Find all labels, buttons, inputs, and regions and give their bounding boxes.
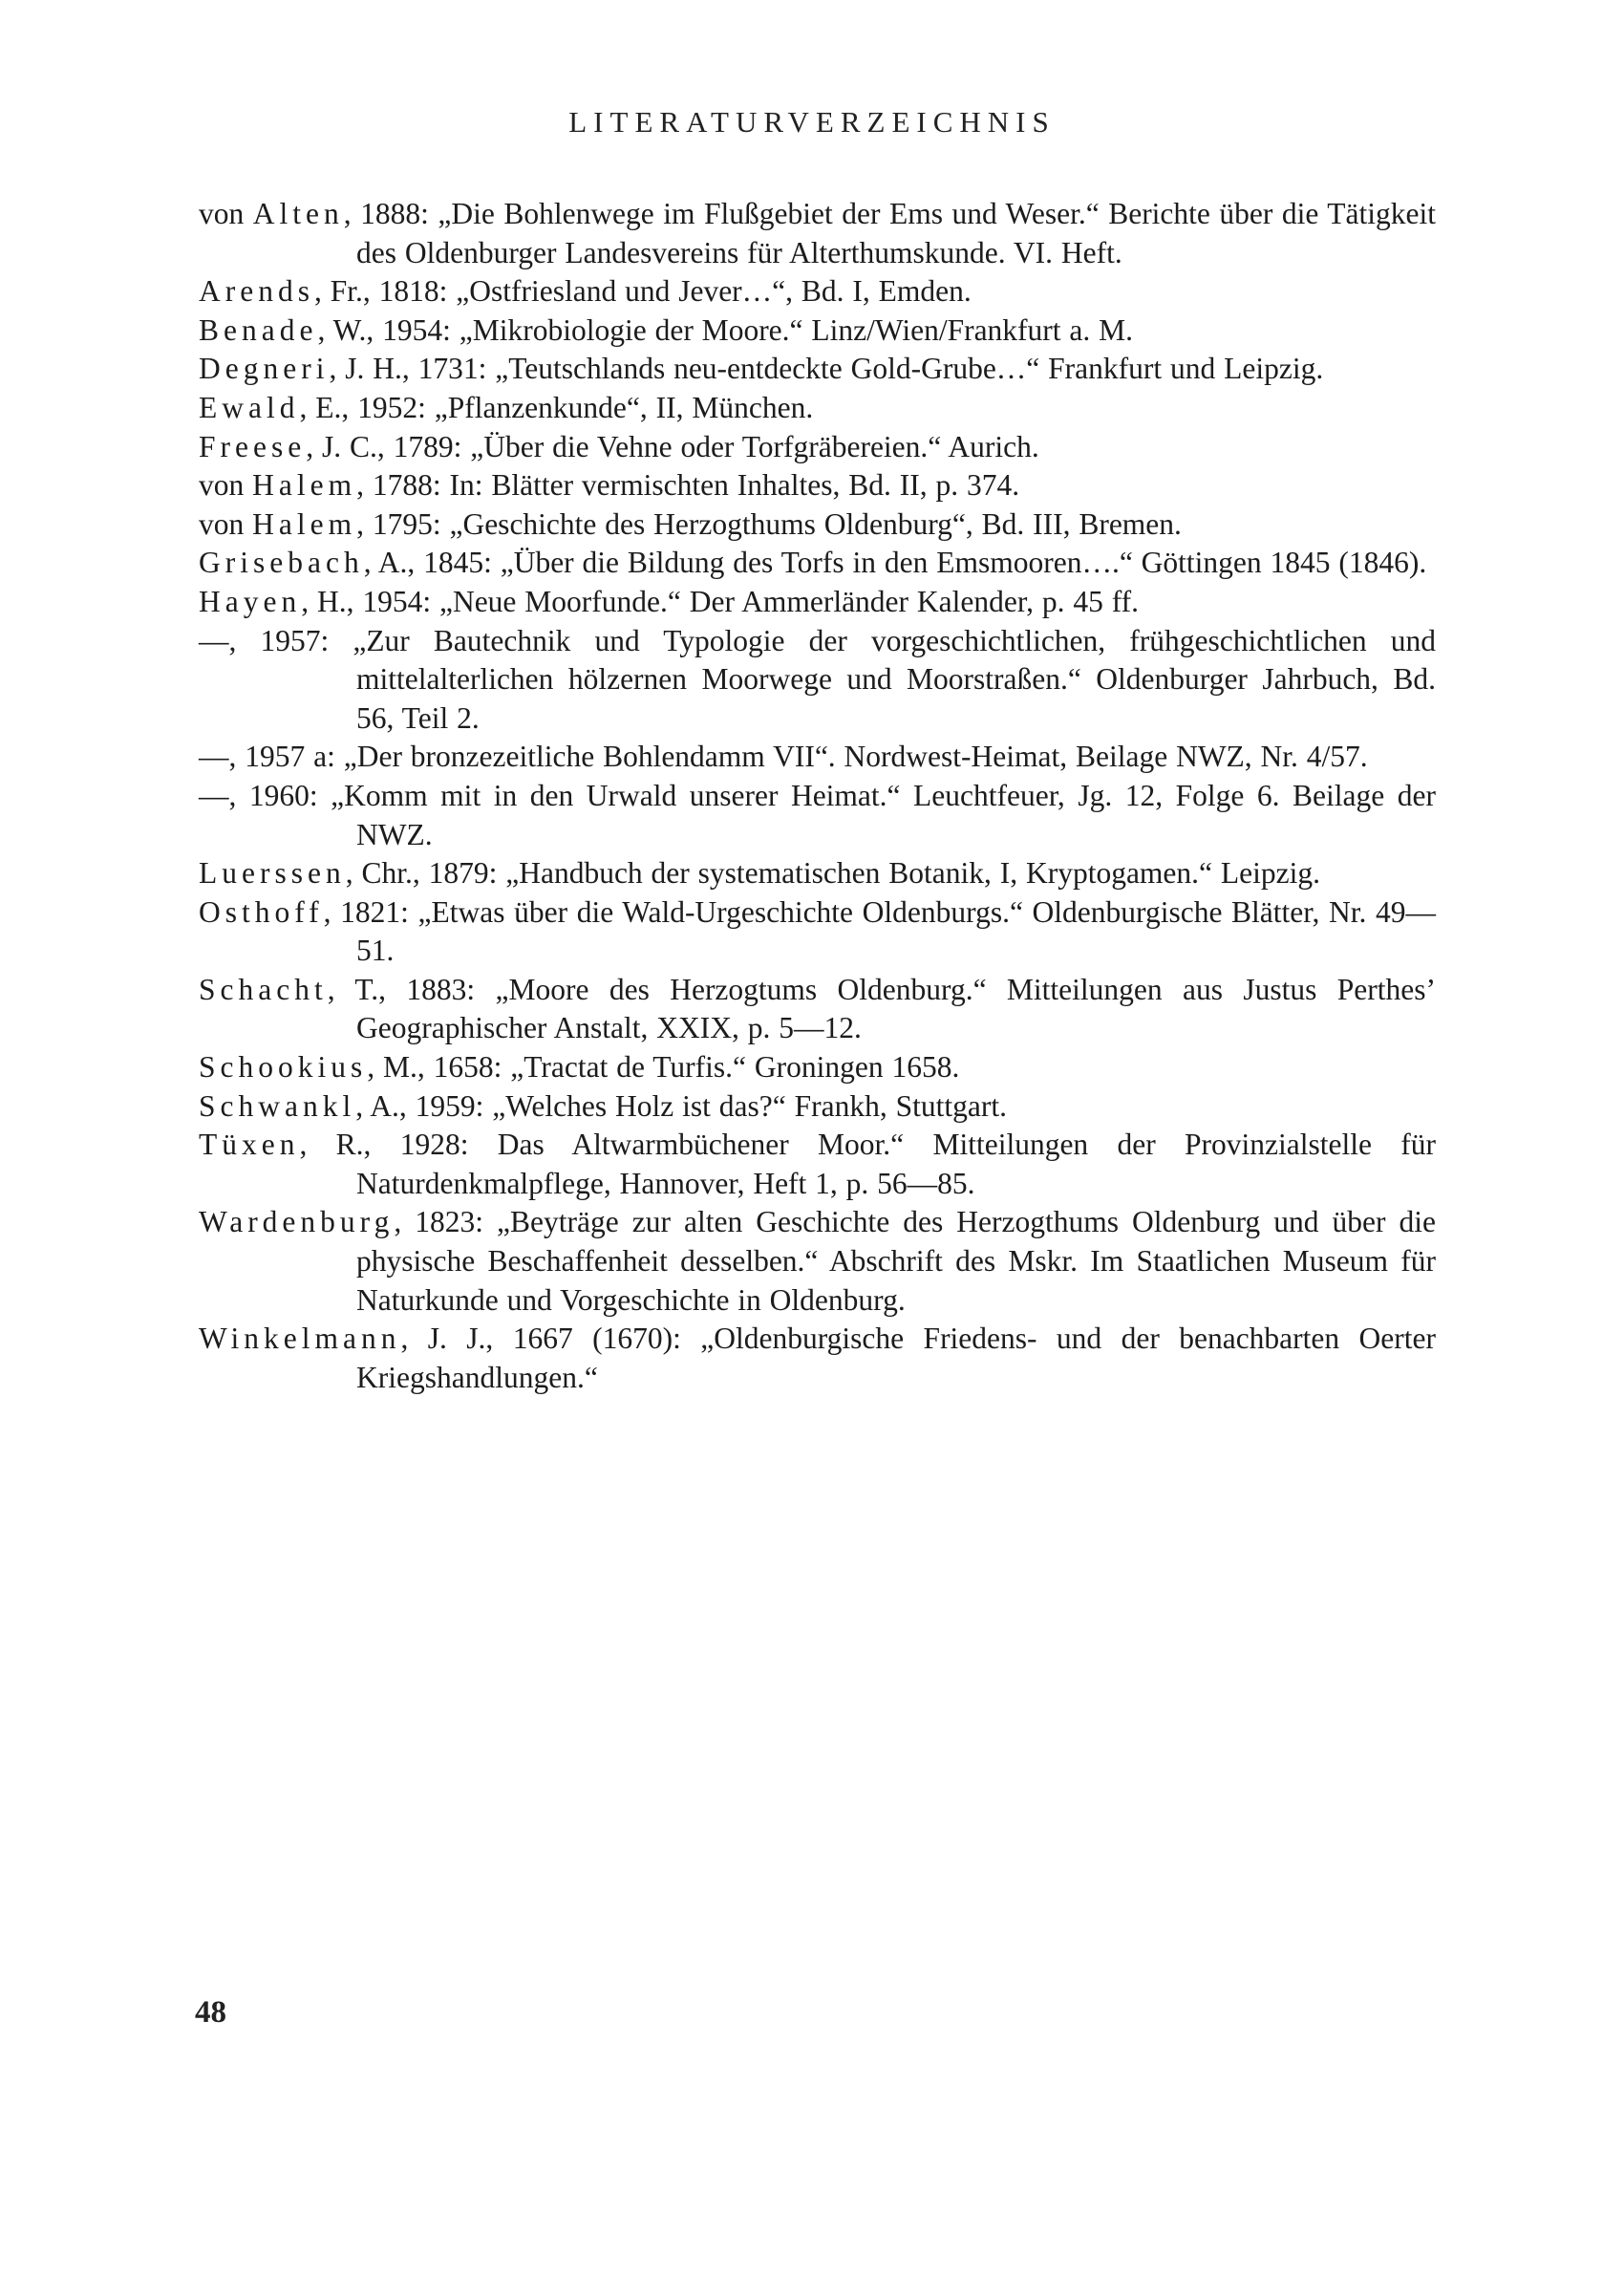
bibliography-entry [199, 350, 1436, 389]
bibliography-entry [199, 854, 1436, 893]
entry-citation: , 1823: „Beyträge zur alten Geschichte des Herzogthums Oldenburg und über die physische Beschaffenheit desselben.“ Abschrift des Mskr. Im Staatlichen Museum für Naturkunde und Vorgeschichte in Oldenburg. [356, 1205, 1436, 1317]
bibliography-entry [199, 389, 1436, 428]
entry-citation: , 1821: „Etwas über die Wald-Urgeschichte Oldenburgs.“ Oldenburgische Blätter, Nr. 49—51. [323, 894, 1436, 968]
bibliography-entry [199, 971, 1436, 1048]
entry-prefix: von [199, 506, 253, 541]
entry-author: Grisebach [199, 546, 364, 580]
entry-citation: 1957 a: „Der bronzezeitliche Bohlendamm VII“. Nordwest-Heimat, Beilage NWZ, Nr. 4/57. [245, 740, 1368, 774]
bibliography-entry [199, 777, 1436, 854]
entry-author: Ewald [199, 390, 300, 424]
entry-citation: , A., 1845: „Über die Bildung des Torfs in den Emsmooren….“ Göttingen 1845 (1846). [363, 546, 1427, 580]
entry-citation: , H., 1954: „Neue Moorfunde.“ Der Ammerländer Kalender, p. 45 ff. [301, 584, 1139, 618]
entry-prefix: —, [199, 623, 261, 657]
entry-author: Freese [199, 429, 307, 463]
entry-prefix: von [199, 468, 253, 503]
bibliography-entry [199, 312, 1436, 351]
entry-citation: , Chr., 1879: „Handbuch der systematischen Botanik, I, Kryptogamen.“ Leipzig. [345, 856, 1320, 891]
entry-citation: , 1795: „Geschichte des Herzogthums Oldenburg“, Bd. III, Bremen. [356, 506, 1182, 541]
entry-citation: , A., 1959: „Welches Holz ist das?“ Frankh, Stuttgart. [355, 1088, 1007, 1123]
bibliography-entry [199, 544, 1436, 583]
bibliography-entry [199, 1320, 1436, 1397]
bibliography-entry [199, 622, 1436, 739]
entry-author: Alten [252, 197, 344, 230]
entry-prefix: —, [199, 778, 249, 812]
entry-author: Schwankl [199, 1088, 356, 1123]
entry-citation: , J. C., 1789: „Über die Vehne oder Torfgräbereien.“ Aurich. [306, 429, 1039, 463]
entry-author: Osthoff [199, 894, 324, 929]
entry-author: Arends [199, 274, 314, 309]
entry-citation: , Fr., 1818: „Ostfriesland und Jever…“, Bd. I, Emden. [313, 274, 972, 309]
bibliography-entry [199, 505, 1436, 545]
page-number: 48 [195, 1995, 226, 2030]
bibliography-entry [199, 893, 1436, 971]
entry-citation: , T., 1883: „Moore des Herzogtums Oldenburg.“ Mitteilungen aus Justus Perthes’ Geographischer Anstalt, XXIX, p. 5—12. [327, 972, 1436, 1045]
entry-citation: , J. H., 1731: „Teutschlands neu-entdeckte Gold-Grube…“ Frankfurt und Leipzig. [329, 352, 1324, 386]
bibliography-entry [199, 583, 1436, 622]
entry-author: Winkelmann [199, 1322, 401, 1356]
entry-citation: , E., 1952: „Pflanzenkunde“, II, München. [299, 390, 814, 424]
entry-citation: 1960: „Komm mit in den Urwald unserer Heimat.“ Leuchtfeuer, Jg. 12, Folge 6. Beilage der NWZ. [248, 778, 1437, 851]
entry-author: Halem [252, 506, 357, 541]
bibliography-entry [199, 1048, 1436, 1087]
bibliography-entry [199, 738, 1436, 777]
entry-author: Schookius [199, 1050, 368, 1085]
entry-citation: , 1888: „Die Bohlenwege im Flußgebiet der Ems und Weser.“ Berichte über die Tätigkeit des Oldenburger Landesvereins für Alterthumskunde. VI. Heft. [343, 197, 1436, 269]
running-head: LITERATURVERZEICHNIS [568, 105, 1056, 139]
entry-citation: 1957: „Zur Bautechnik und Typologie der vorgeschichtlichen, frühgeschichtlichen und mittelalterlichen hölzernen Moorwege und Moorstraßen.“ Oldenburger Jahrbuch, Bd. 56, Teil 2. [260, 623, 1437, 735]
entry-author: Tüxen [199, 1128, 300, 1162]
entry-author: Luerssen [199, 856, 346, 891]
entry-citation: , M., 1658: „Tractat de Turfis.“ Groningen 1658. [367, 1050, 960, 1085]
entry-author: Degneri [199, 352, 330, 386]
bibliography-entry [199, 272, 1436, 312]
entry-author: Hayen [199, 584, 302, 618]
entry-citation: , J. J., 1667 (1670): „Oldenburgische Friedens- und der benachbarten Oerter Kriegshandlungen.“ [356, 1322, 1436, 1394]
bibliography-entry [199, 428, 1436, 467]
entry-author: Wardenburg [199, 1205, 395, 1239]
bibliography-list [199, 195, 1436, 1397]
bibliography-entry [199, 1087, 1436, 1127]
bibliography-entry [199, 1203, 1436, 1320]
entry-prefix: von [199, 197, 253, 230]
entry-author: Schacht [199, 972, 328, 1006]
entry-citation: , 1788: In: Blätter vermischten Inhaltes, Bd. II, p. 374. [356, 468, 1020, 503]
entry-citation: , R., 1928: Das Altwarmbüchener Moor.“ Mitteilungen der Provinzialstelle für Naturdenkmalpflege, Hannover, Heft 1, p. 56—85. [299, 1128, 1436, 1200]
bibliography-entry [199, 466, 1436, 505]
entry-author: Benade [199, 312, 318, 347]
bibliography-entry [199, 195, 1436, 272]
entry-citation: , W., 1954: „Mikrobiologie der Moore.“ Linz/Wien/Frankfurt a. M. [317, 312, 1134, 347]
bibliography-entry [199, 1126, 1436, 1203]
entry-prefix: —, [199, 740, 246, 774]
entry-author: Halem [252, 468, 357, 503]
